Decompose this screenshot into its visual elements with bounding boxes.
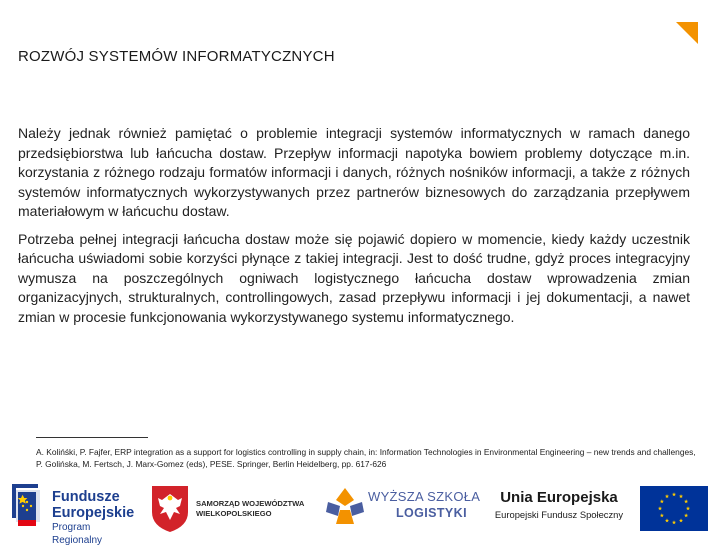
paragraph-1: Należy jednak również pamiętać o problemie integracji systemów informatycznych w ramach danego przedsiębiorstwa lub łańcucha dostaw. Przepływ informacji napotyka bowiem problemy dotyczące m.in. korzystania z różnego rodzaju formatów informacji i danych, różnych nośników informacji, a także z różnych systemów informatycznych wykorzystywanych przez partnerów biznesowych do zarządzania przepływem materiałowym w łańcuchu dostaw.: [18, 125, 690, 219]
paragraph-2: Potrzeba pełnej integracji łańcucha dostaw może się pojawić dopiero w momencie, kiedy każdy uczestnik łańcucha uświadomi sobie korzyści płynące z takiej integracji. Jest to dość trudne, gdyż proces integracyjny wymusza na poszczególnych ogniwach logistycznego łańcucha dostaw wprowadzenia zmian organizacyjnych, strukturalnych, controllingowych, zasad przepływu informacji i jej dokumentacji, a nawet zmian w procesie funkcjonowania wykorzystywanego systemu informatycznego.: [18, 230, 690, 325]
ue-line-1: Unia Europejska: [500, 489, 618, 506]
unia-europejska-text-logo: [486, 488, 632, 528]
corner-accent-triangle: [676, 22, 698, 44]
body-text: [18, 124, 690, 335]
ue-line-2: Europejski Fundusz Społeczny: [494, 509, 624, 520]
fundusze-europejskie-logo: [10, 480, 142, 546]
sw-line-2: WIELKOPOLSKIEGO: [196, 509, 272, 518]
logo-bar: [0, 474, 720, 546]
fundusze-europejskie-emblem-icon: [10, 480, 46, 532]
wsl-text: [368, 489, 480, 521]
page-title: ROZWÓJ SYSTEMÓW INFORMATYCZNYCH: [18, 48, 335, 65]
footnote: A. Kolińśki, P. Fajfer, ERP integration as a support for logistics controlling in supply chain, in: Information Technologies in Environmental Engineering – new trends and challenges, P. Golińska, M. Fertsch, J. Marx-Gomez (eds), PESE. Springer, Berlin Heidelberg, pp. 617-626: [36, 447, 696, 469]
fe-line-1: Fundusze: [52, 489, 120, 505]
fundusze-europejskie-text: [52, 489, 142, 547]
wsl-line-1: WYŻSZA SZKOŁA: [368, 489, 481, 504]
eu-flag-logo: [640, 486, 708, 531]
eu-flag-icon: [640, 486, 708, 531]
wsl-emblem-icon: [324, 486, 366, 528]
fe-line-3: Program Regionalny: [52, 522, 103, 546]
fe-line-2: Europejskie: [52, 505, 135, 521]
wyzsza-szkola-logistyki-logo: [324, 484, 488, 532]
samorzad-wojewodztwa-logo: [148, 482, 320, 534]
samorzad-text: [196, 499, 304, 519]
sw-line-1: SAMORZĄD WOJEWÓDZTWA: [196, 499, 305, 508]
footnote-divider: [36, 437, 148, 438]
coat-of-arms-icon: [148, 482, 192, 534]
wsl-line-2: LOGISTYKI: [396, 506, 467, 520]
